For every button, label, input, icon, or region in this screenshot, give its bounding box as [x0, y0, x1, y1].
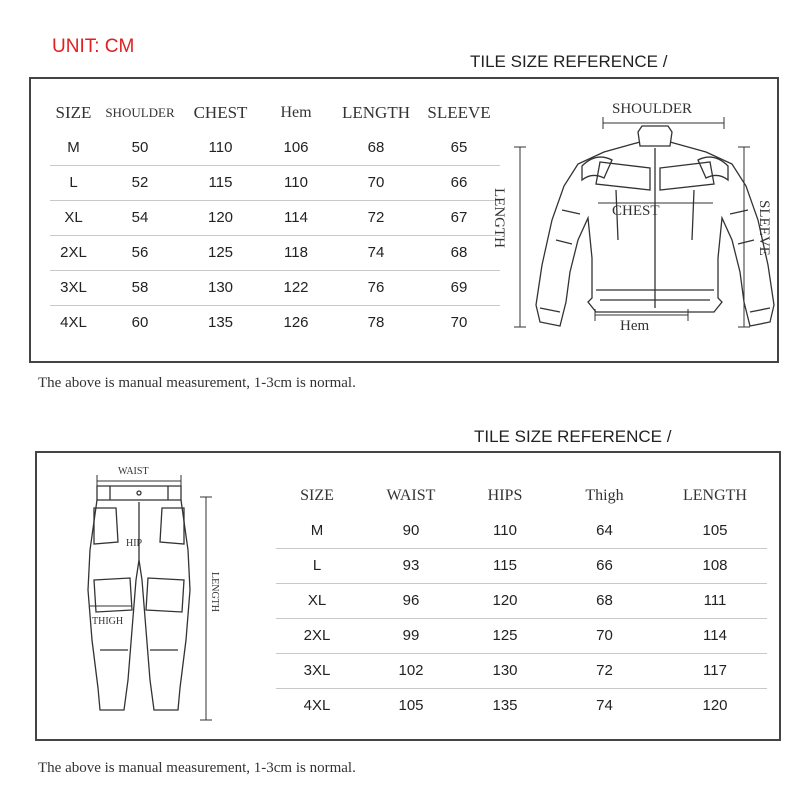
table-row [276, 688, 767, 723]
diagram-chest-label: CHEST [612, 203, 660, 219]
cell-size: XL [276, 583, 358, 618]
cell-hem: 110 [258, 165, 334, 200]
diagram-hem-label: Hem [620, 318, 650, 334]
diagram-sleeve-label: SLEEVE [756, 200, 772, 256]
jacket-measurement-diagram [491, 90, 778, 350]
cell-waist: 102 [358, 653, 464, 688]
table-row [50, 165, 500, 200]
cell-length: 74 [334, 235, 418, 270]
diagram-thigh-label: THIGH [92, 616, 124, 627]
cell-waist: 105 [358, 688, 464, 723]
pants-header-row [276, 478, 767, 513]
cell-length: 68 [367, 138, 385, 156]
cell-shoulder: 58 [97, 270, 183, 305]
cell-hem: 126 [258, 305, 334, 340]
cell-shoulder: 56 [97, 235, 183, 270]
cell-thigh: 68 [546, 583, 663, 618]
cell-waist: 90 [402, 521, 420, 539]
unit-label: UNIT: CM [52, 36, 135, 57]
cell-sleeve: 68 [418, 235, 500, 270]
col-header-shoulder: SHOULDER [105, 105, 175, 120]
cell-length: 114 [663, 618, 767, 653]
cell-length: 108 [663, 548, 767, 583]
cell-size: 3XL [276, 653, 358, 688]
cell-size: 3XL [50, 270, 97, 305]
jacket-header-row [50, 96, 500, 130]
cell-thigh: 66 [546, 548, 663, 583]
pants-reference-title: TILE SIZE REFERENCE / [474, 427, 672, 446]
cell-length: 111 [663, 583, 767, 618]
pants-measurement-note: The above is manual measurement, 1-3cm is normal. [38, 760, 356, 776]
cell-length: 76 [334, 270, 418, 305]
cell-hips: 110 [493, 521, 517, 539]
jacket-size-table [50, 96, 500, 340]
jacket-measurement-note: The above is manual measurement, 1-3cm is normal. [38, 375, 356, 391]
cell-chest: 125 [183, 235, 258, 270]
cell-shoulder: 54 [97, 200, 183, 235]
cell-size: M [310, 521, 324, 539]
col-header-length: LENGTH [342, 103, 410, 122]
cell-hem: 114 [258, 200, 334, 235]
cell-size: 4XL [50, 305, 97, 340]
cell-sleeve: 66 [418, 165, 500, 200]
cell-hem: 106 [283, 138, 309, 156]
table-row [276, 653, 767, 688]
pants-size-table [276, 478, 767, 723]
cell-size: L [50, 165, 97, 200]
cell-waist: 99 [358, 618, 464, 653]
col-header-sleeve: SLEEVE [427, 103, 491, 122]
cell-chest: 130 [183, 270, 258, 305]
cell-length: 70 [334, 165, 418, 200]
cell-chest: 115 [183, 165, 258, 200]
table-row [50, 305, 500, 340]
cell-length: 117 [663, 653, 767, 688]
cell-chest: 135 [183, 305, 258, 340]
cell-hips: 120 [464, 583, 546, 618]
pants-measurement-diagram [80, 460, 240, 722]
cell-sleeve: 67 [418, 200, 500, 235]
cell-hips: 125 [464, 618, 546, 653]
col-header-chest: CHEST [193, 103, 248, 122]
cell-hips: 130 [464, 653, 546, 688]
jacket-outline-icon [536, 126, 774, 326]
table-row [276, 583, 767, 618]
col-header-size: SIZE [55, 103, 92, 122]
cell-size: 2XL [50, 235, 97, 270]
col-header-thigh: Thigh [585, 486, 624, 504]
cell-hips: 135 [464, 688, 546, 723]
cell-length: 105 [702, 521, 728, 539]
cell-sleeve: 69 [418, 270, 500, 305]
diagram-shoulder-label: SHOULDER [612, 101, 693, 117]
table-row [50, 200, 500, 235]
cell-shoulder: 50 [131, 138, 149, 156]
table-row [50, 235, 500, 270]
col-header-hips: HIPS [487, 486, 523, 504]
diagram-waist-label: WAIST [118, 466, 149, 477]
diagram-pants-length-label: LENGTH [209, 572, 220, 612]
cell-thigh: 74 [546, 688, 663, 723]
cell-length: 72 [334, 200, 418, 235]
col-header-waist: WAIST [386, 486, 436, 504]
cell-size: XL [50, 200, 97, 235]
col-header-length: LENGTH [683, 486, 747, 504]
cell-waist: 93 [358, 548, 464, 583]
cell-shoulder: 60 [97, 305, 183, 340]
cell-length: 78 [334, 305, 418, 340]
cell-hem: 118 [258, 235, 334, 270]
cell-chest: 110 [208, 138, 233, 156]
diagram-length-label: LENGTH [491, 188, 507, 248]
table-row [276, 618, 767, 653]
cell-thigh: 72 [546, 653, 663, 688]
cell-size: 4XL [276, 688, 358, 723]
table-row [276, 513, 767, 548]
table-row [50, 270, 500, 305]
cell-size: M [67, 138, 80, 156]
cell-waist: 96 [358, 583, 464, 618]
cell-sleeve: 65 [450, 138, 468, 156]
pants-outline-icon [88, 486, 190, 710]
table-row [50, 130, 500, 165]
cell-shoulder: 52 [97, 165, 183, 200]
cell-hips: 115 [464, 548, 546, 583]
cell-length: 120 [663, 688, 767, 723]
col-header-size: SIZE [300, 486, 334, 504]
col-header-hem: Hem [280, 104, 312, 121]
cell-size: L [276, 548, 358, 583]
cell-sleeve: 70 [418, 305, 500, 340]
table-row [276, 548, 767, 583]
cell-thigh: 70 [546, 618, 663, 653]
diagram-hip-label: HIP [126, 538, 143, 549]
jacket-reference-title: TILE SIZE REFERENCE / [470, 52, 668, 71]
cell-chest: 120 [183, 200, 258, 235]
cell-size: 2XL [276, 618, 358, 653]
cell-hem: 122 [258, 270, 334, 305]
cell-thigh: 64 [596, 521, 613, 539]
